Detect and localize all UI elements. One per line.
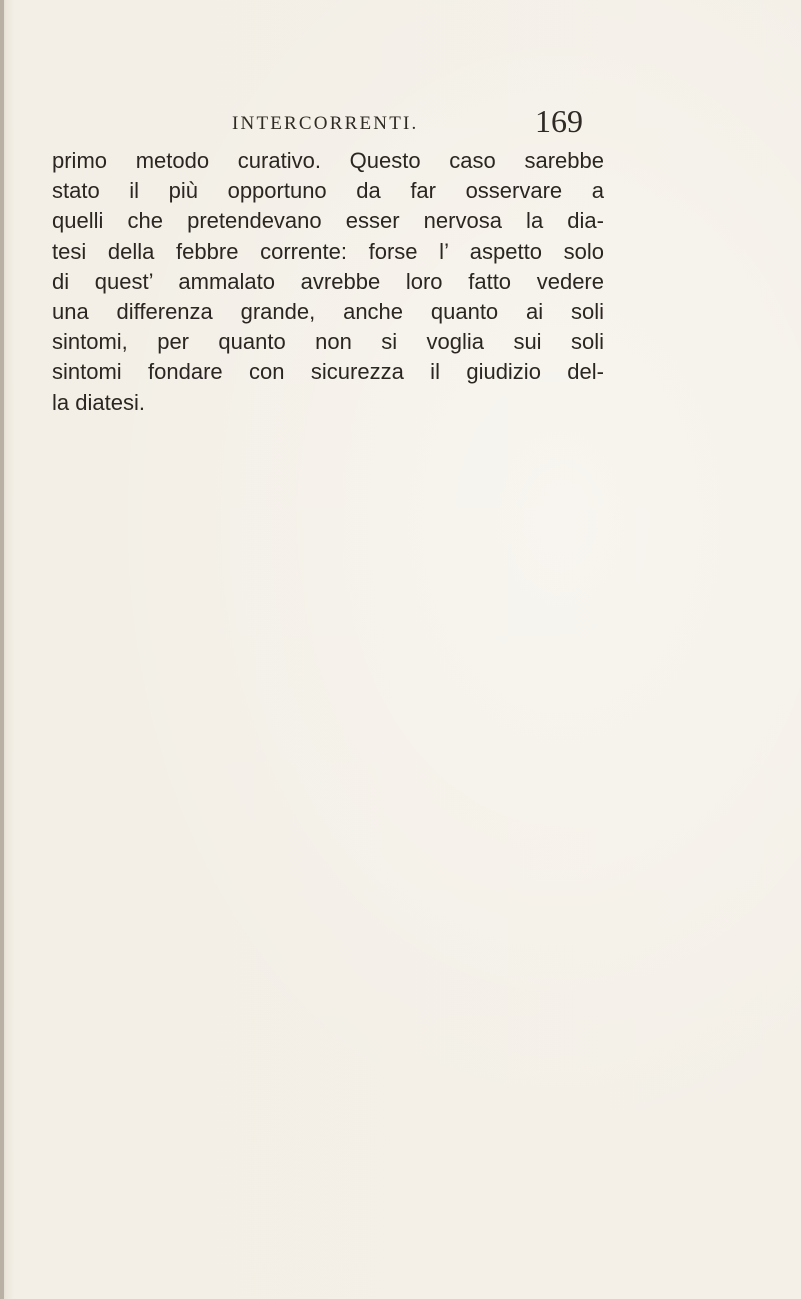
text-line: sintomi, per quanto non si voglia sui soli xyxy=(52,329,604,355)
running-head: INTERCORRENTI. xyxy=(232,113,419,134)
text-line: di quest’ ammalato avrebbe loro fatto vedere xyxy=(52,268,604,294)
text-line: la diatesi. xyxy=(52,389,145,415)
text-line: quelli che pretendevano esser nervosa la dia- xyxy=(52,208,604,234)
page-header xyxy=(0,103,801,143)
text-line: stato il più opportuno da far osservare a xyxy=(52,178,604,204)
text-line: sintomi fondare con sicurezza il giudizio del- xyxy=(52,359,604,385)
text-line: primo metodo curativo. Questo caso sarebbe xyxy=(52,148,604,173)
body-text xyxy=(52,146,604,418)
page-binding-edge xyxy=(0,0,4,1299)
text-line: una differenza grande, anche quanto ai soli xyxy=(52,298,604,324)
text-line: tesi della febbre corrente: forse l’ aspetto solo xyxy=(52,238,604,264)
page-number: 169 xyxy=(535,103,583,139)
